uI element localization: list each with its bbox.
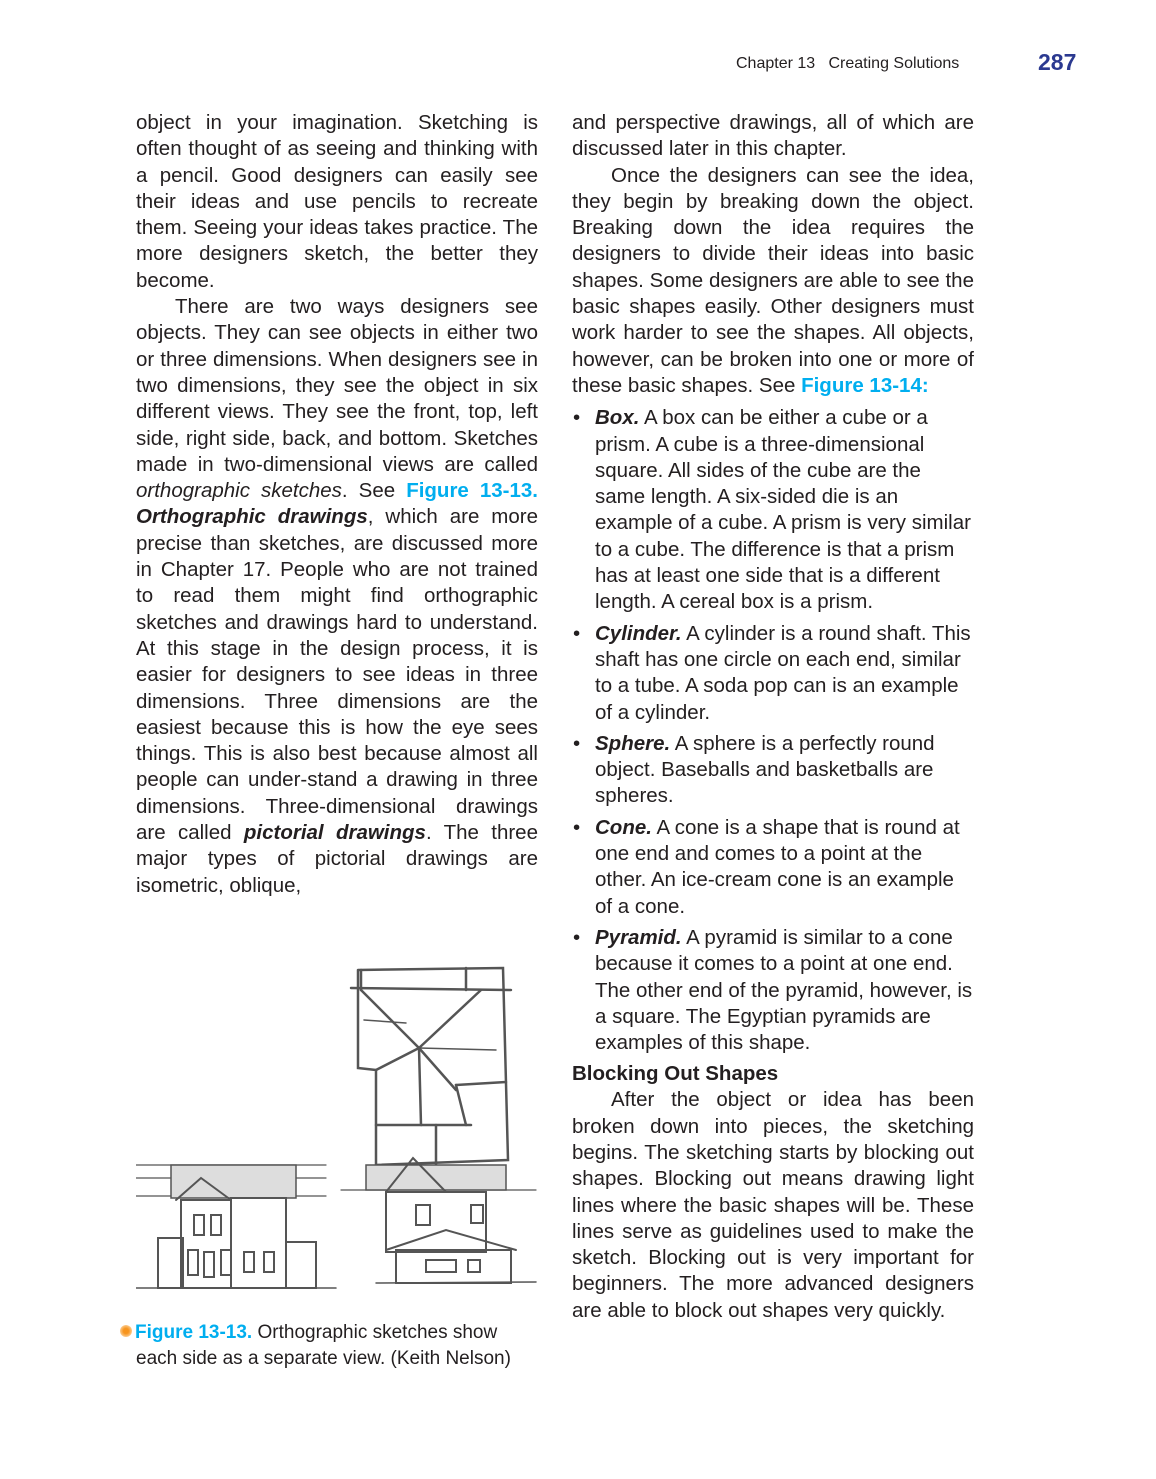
list-item: • Pyramid. A pyramid is similar to a cone because it comes to a point at one end. The other end of the pyramid, however, is a square. The Egyptian pyramids are examples of this shape. <box>573 925 973 1055</box>
chapter-title: Chapter 13 Creating Solutions <box>736 55 960 72</box>
bullet-icon: • <box>573 815 581 839</box>
bullet-icon: • <box>573 925 581 949</box>
paragraph: There are two ways designers see objects. They can see objects in either two or three dimensions. When designers see in two dimensions, they see the object in six different views. They see the front, top, left side, right side, back, and bottom. Sketches made in two-dimensional views are called orthographic sketches. See Figure 13-13. Orthographic drawings, which are more precise than sketches, are discussed more in Chapter 17. People who are not trained to read them might find orthographic sketches and drawings hard to understand. At this stage in the design process, it is easier for designers to see ideas in three dimensions. Three dimensions are the easiest because this is how the eye sees things. This is also best because almost all people can under-stand a drawing in three dimensions. Three-dimensional drawings are called pictorial drawings. The three major types of pictorial drawings are isometric, oblique, <box>136 295 539 897</box>
figure-13-13 <box>136 960 538 1295</box>
left-column <box>136 110 538 899</box>
side-view-sketch <box>341 1158 536 1283</box>
italic-term: orthographic sketches <box>136 479 342 503</box>
figure-reference-link[interactable]: Figure 13-14: <box>801 373 929 397</box>
page-number: 287 <box>1038 49 1077 75</box>
section-heading: Blocking Out Shapes <box>572 1062 779 1086</box>
bullet-icon: • <box>573 406 581 430</box>
right-column <box>572 110 974 1324</box>
key-term: pictorial drawings <box>243 821 426 845</box>
paragraph: After the object or idea has been broken down into pieces, the sketching begins. The sketching starts by blocking out shapes. Blocking out means drawing light lines where the basic shapes will be. These lines serve as guidelines used to make the sketch. Blocking out is very important for beginners. The more advanced designers are able to block out shapes very quickly. <box>572 1088 974 1322</box>
list-item: • Cone. A cone is a shape that is round at one end and comes to a point at the other. An ice-cream cone is an example of a cone. <box>573 815 960 918</box>
list-item: • Box. A box can be either a cube or a prism. A cube is a three-dimensional square. All sides of the cube are the same length. A six-sided die is an example of a cube. A prism is very similar to a cube. The difference is that a prism has at least one side that is a different length. A cereal box is a prism. <box>573 406 971 614</box>
bullet-icon: • <box>573 731 581 755</box>
orthographic-sketch <box>136 960 538 1295</box>
figure-label: Figure 13-13. <box>135 1322 253 1343</box>
list-item: • Cylinder. A cylinder is a round shaft. This shaft has one circle on each end, similar to a tube. A soda pop can is an example of a cylinder. <box>573 621 971 724</box>
paragraph: object in your imagination. Sketching is often thought of as seeing and thinking with a pencil. Good designers can easily see their ideas and use pencils to recreate them. Seeing your ideas takes practice. The more designers sketch, the better they become. <box>136 111 538 292</box>
shape-list <box>572 405 974 1056</box>
paragraph: Once the designers can see the idea, they begin by breaking down the object. Breaking down the idea requires the designers to divide their ideas into basic shapes. Some designers are able to see the basic shapes easily. Other designers must work harder to see the shapes. All objects, however, can be broken into one or more of these basic shapes. See Figure 13-14: <box>572 163 974 397</box>
figure-reference-link[interactable]: Figure 13-13. <box>406 479 539 503</box>
front-view-sketch <box>136 1165 336 1288</box>
top-view-sketch <box>351 968 511 1165</box>
caption-bullet-icon <box>120 1325 132 1337</box>
list-item: • Sphere. A sphere is a perfectly round object. Baseballs and basketballs are spheres. <box>573 731 935 808</box>
paragraph: and perspective drawings, all of which are discussed later in this chapter. <box>572 111 974 161</box>
bullet-icon: • <box>573 621 581 645</box>
figure-caption: Figure 13-13. Orthographic sketches show each side as a separate view. (Keith Nelson) <box>120 1320 511 1372</box>
key-term: Orthographic drawings <box>136 505 368 529</box>
